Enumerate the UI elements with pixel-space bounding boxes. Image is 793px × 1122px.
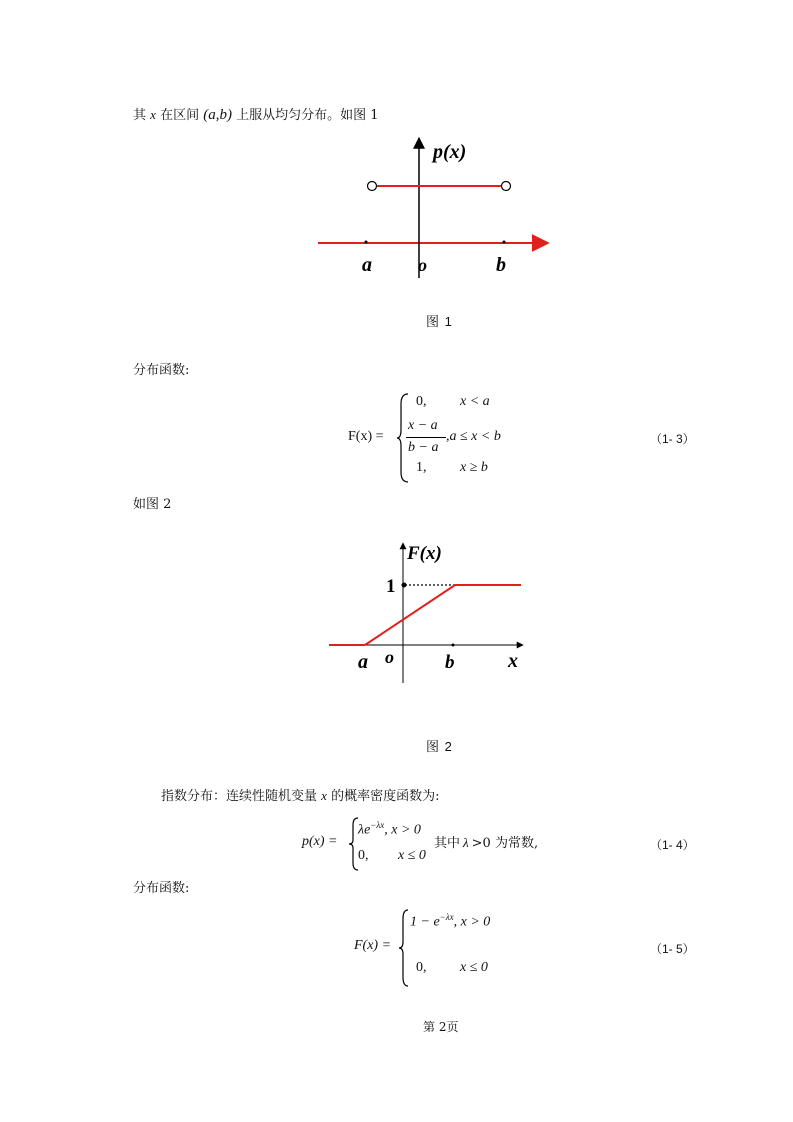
eq13-case2-cond: ,a ≤ x < b	[446, 429, 501, 444]
fig2-label-x: x	[508, 650, 518, 672]
eq13-case1-value: 0,	[416, 394, 427, 409]
section1-label: 分布函数:	[133, 363, 190, 378]
eq13-frac-bar	[406, 437, 446, 438]
intro-suffix: 上服从均匀分布。如图 1	[236, 108, 379, 123]
eq14-number: （1- 4）	[650, 838, 695, 852]
page-footer: 第 2页	[423, 1020, 459, 1034]
eq15-case2-cond: x ≤ 0	[460, 960, 488, 975]
figure2-reference: 如图 2	[133, 497, 172, 512]
eq15-case2-value: 0,	[416, 960, 427, 975]
eq15-case1-base: 1 − e	[410, 914, 440, 930]
eq14-tail	[434, 834, 538, 853]
fig1-label-o: o	[418, 255, 427, 275]
fig2-label-a: a	[358, 651, 368, 673]
fig2-ylabel: F(x)	[407, 543, 442, 564]
exp-intro-text: 指数分布：连续性随机变量	[161, 789, 318, 804]
fig2-tick-b	[452, 644, 455, 647]
exp-intro-suffix: 的概率密度函数为:	[331, 789, 440, 804]
fig2-point-one	[402, 583, 407, 588]
eq13-lhs: F(x) =	[348, 429, 384, 444]
figure1-uniform-density	[300, 128, 570, 288]
figure2-caption: 图 2	[426, 739, 453, 754]
eq13-number: （1- 3）	[650, 432, 695, 446]
exponential-intro	[161, 787, 439, 806]
intro-line	[133, 106, 379, 125]
eq14-case1-exp: −λx	[370, 820, 385, 830]
equation-1-5	[354, 908, 554, 988]
section2-label: 分布函数:	[133, 881, 190, 896]
eq15-case1-cond: , x > 0	[453, 914, 491, 930]
eq15-number: （1- 5）	[650, 942, 695, 956]
eq15-brace	[398, 908, 410, 988]
eq13-case3-cond: x ≥ b	[460, 460, 488, 475]
eq13-frac-numerator: x − a	[408, 418, 438, 433]
exp-intro-var: x	[321, 788, 327, 803]
figure2-uniform-cdf	[325, 535, 535, 685]
eq14-case2-cond: x ≤ 0	[398, 848, 426, 863]
fig2-label-b: b	[445, 652, 455, 673]
eq14-case1-cond: , x > 0	[384, 822, 421, 838]
eq14-case2-value: 0,	[358, 848, 369, 863]
fig1-open-circle-b	[502, 182, 511, 191]
eq15-case1	[410, 912, 490, 931]
intro-interval: (a,b)	[203, 107, 232, 123]
fig2-label-o: o	[385, 647, 394, 667]
eq14-lhs: p(x) =	[302, 834, 338, 849]
eq15-case1-exp: −λx	[439, 912, 454, 922]
intro-var: x	[150, 107, 156, 122]
eq13-brace	[396, 392, 410, 484]
fig1-open-circle-a	[368, 182, 377, 191]
fig2-label-one: 1	[386, 576, 396, 597]
fig1-tick-b	[503, 241, 506, 244]
fig1-ylabel: p(x)	[433, 141, 467, 163]
eq14-tail-lambda: λ	[463, 835, 469, 850]
eq13-case1-cond: x < a	[460, 394, 490, 409]
eq14-tail-a: 其中	[434, 836, 461, 851]
equation-1-3	[346, 392, 546, 484]
fig1-label-b: b	[496, 254, 506, 276]
intro-prefix: 其	[133, 108, 147, 123]
eq15-lhs: F(x) =	[354, 938, 392, 953]
figure1-caption: 图 1	[426, 314, 453, 329]
fig1-tick-a	[365, 241, 368, 244]
fig2-cdf-curve	[329, 585, 521, 645]
eq14-case1-base: λe	[358, 822, 371, 838]
eq14-tail-b: >0 为常数,	[471, 836, 539, 851]
equation-1-4	[302, 816, 562, 872]
intro-mid: 在区间	[160, 108, 200, 123]
fig1-label-a: a	[362, 254, 372, 276]
eq13-case3-value: 1,	[416, 460, 427, 475]
eq14-case1	[358, 820, 421, 839]
eq13-frac-denominator: b − a	[408, 440, 439, 455]
